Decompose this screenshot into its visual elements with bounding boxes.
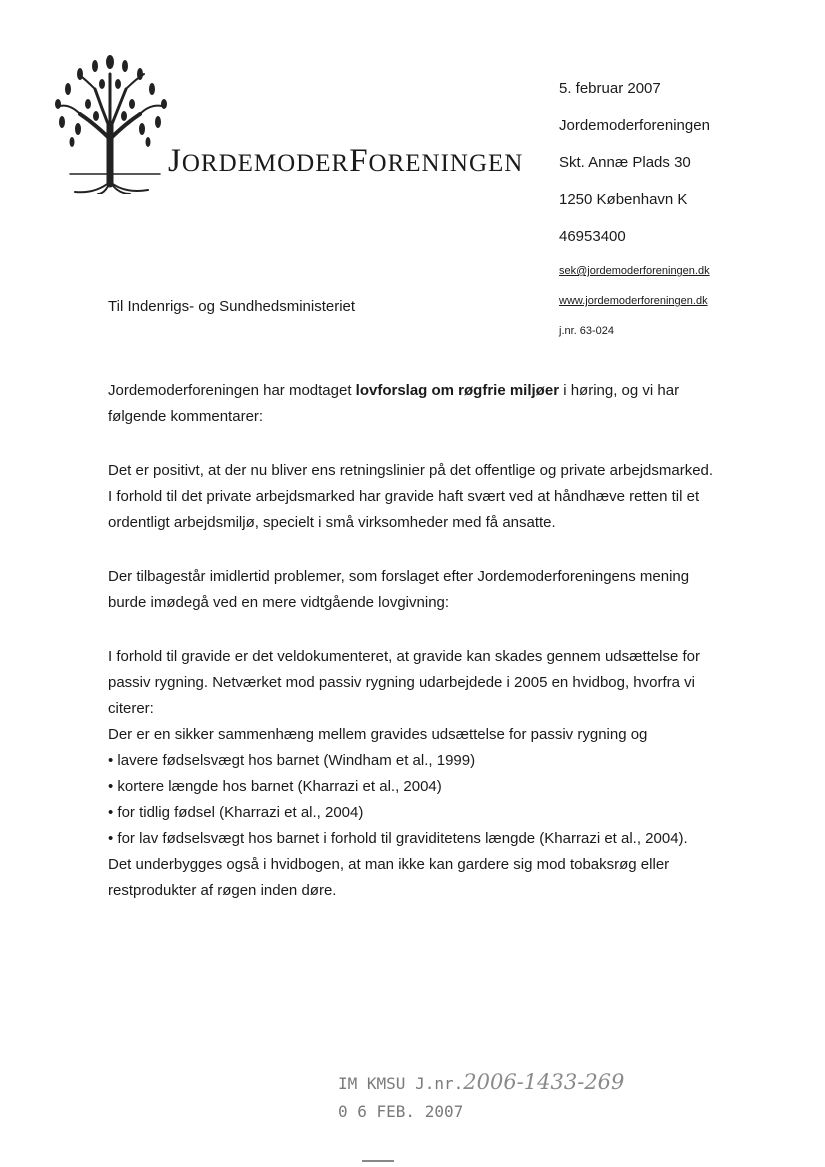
stamp-prefix: IM KMSU J.nr.	[338, 1074, 464, 1093]
sender-website-link[interactable]: www.jordemoderforeningen.dk	[559, 295, 708, 307]
recipient: Til Indenrigs- og Sundhedsministeriet	[108, 298, 356, 315]
stamp-date: 0 6 FEB. 2007	[338, 1102, 464, 1121]
sender-email-link[interactable]: sek@jordemoderforeningen.dk	[559, 265, 710, 277]
list-item: • lavere fødselsvægt hos barnet (Windham et al., 1999)	[108, 752, 476, 769]
letter-body	[108, 378, 728, 904]
list-item: • for lav fødselsvægt hos barnet i forhold til graviditetens længde (Kharrazi et al., 2004).	[108, 830, 688, 847]
paragraph-pregnant: I forhold til gravide er det veldokumenteret, at gravide kan skades gennem udsættelse for passiv rygning. Netværket mod passiv rygning udarbejdede i 2005 en hvidbog, hvorfra vi citerer: Der er en sikker sammenhæng mellem gravides udsættelse for passiv rygning og • lavere fødselsvægt hos barnet (Windham et al., 1999) • kortere længde hos barnet (Kharrazi et al., 2004) • for tidlig fødsel (Kharrazi et al., 2004) • for lav fødselsvægt hos barnet i forhold til graviditetens længde (Kharrazi et al., 2004). Det underbygges også i hvidbogen, at man ikke kan gardere sig mod tobaksrøg eller restprodukter af røgen inden døre.	[108, 644, 728, 904]
paragraph-conclusion: Det underbygges også i hvidbogen, at man ikke kan gardere sig mod tobaksrøg eller restprodukter af røgen inden døre.	[108, 856, 670, 899]
sender-address-block	[559, 78, 759, 339]
sender-phone: 46953400	[559, 228, 626, 245]
stamp-handwritten-number: 2006-1433-269	[463, 1070, 625, 1094]
sender-name: Jordemoderforeningen	[559, 117, 710, 134]
letter-date: 5. februar 2007	[559, 80, 661, 97]
paragraph-positive: Det er positivt, at der nu bliver ens retningslinier på det offentlige og private arbejdsmarked. I forhold til det private arbejdsmarked har gravide haft svært ved at håndhæve retten til et ordentligt arbejdsmiljø, specielt i små virksomheder med få ansatte.	[108, 462, 714, 531]
list-item: • kortere længde hos barnet (Kharrazi et al., 2004)	[108, 778, 442, 795]
scan-mark	[362, 1160, 394, 1162]
letterhead-logo	[40, 44, 524, 194]
organization-name: JORDEMODERFORENINGEN	[168, 143, 524, 179]
received-stamp	[338, 1070, 624, 1121]
journal-number: j.nr. 63-024	[559, 325, 615, 337]
tree-logo-icon	[40, 44, 180, 194]
paragraph-problems: Der tilbagestår imidlertid problemer, som forslaget efter Jordemoderforeningens mening burde imødegå ved en mere vidtgående lovgivning:	[108, 568, 690, 611]
sender-city: 1250 København K	[559, 191, 688, 208]
paragraph-intro: Jordemoderforeningen har modtaget lovforslag om røgfrie miljøer i høring, og vi har følgende kommentarer:	[108, 382, 680, 425]
sender-street: Skt. Annæ Plads 30	[559, 154, 691, 171]
list-item: • for tidlig fødsel (Kharrazi et al., 2004)	[108, 804, 364, 821]
bill-title: lovforslag om røgfrie miljøer	[355, 382, 560, 399]
